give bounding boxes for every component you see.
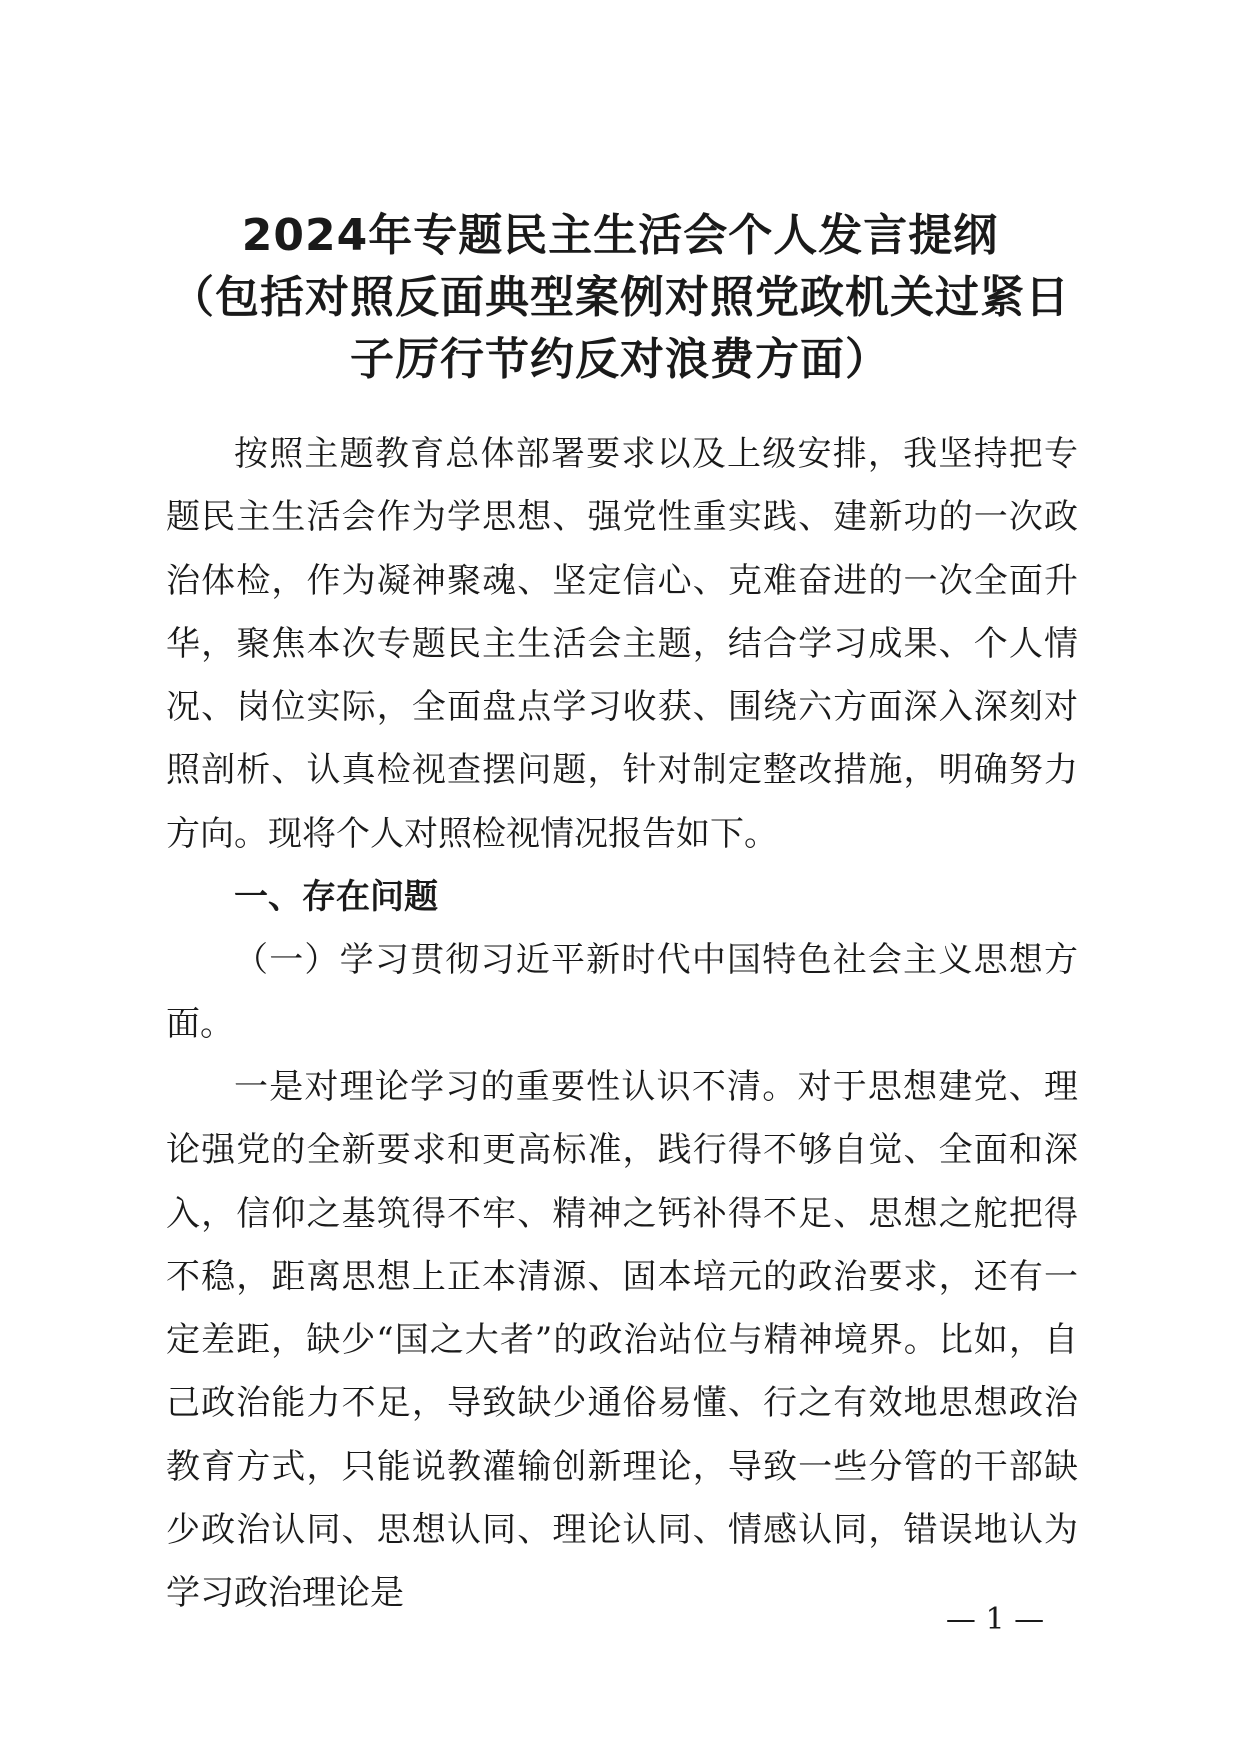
body-paragraph: 一是对理论学习的重要性认识不清。对于思想建党、理论强党的全新要求和更高标准，践行得不够自觉、全面和深入，信仰之基筑得不牢、精神之钙补得不足、思想之舵把得不稳，距离思想上正本清源、固本培元的政治要求，还有一定差距，缺少“国之大者”的政治站位与精神境界。比如，自己政治能力不足，导致缺少通俗易懂、行之有效地思想政治教育方式，只能说教灌输创新理论，导致一些分管的干部缺少政治认同、思想认同、理论认同、情感认同，错误地认为学习政治理论是	[166, 1066, 1078, 1614]
section-heading: 一、存在问题	[234, 877, 438, 918]
subsection-heading: （一）学习贯彻习近平新时代中国特色社会主义思想方面。	[166, 940, 1078, 1044]
title-line-3: 子厉行节约反对浪费方面）	[350, 334, 890, 385]
title-line-2: （包括对照反面典型案例对照党政机关过紧日	[170, 272, 1070, 323]
document-body	[166, 423, 1078, 1626]
title-line-1: 2024年专题民主生活会个人发言提纲	[241, 210, 999, 261]
intro-paragraph: 按照主题教育总体部署要求以及上级安排，我坚持把专题民主生活会作为学思想、强党性重实践、建新功的一次政治体检，作为凝神聚魂、坚定信心、克难奋进的一次全面升华，聚焦本次专题民主生活会主题，结合学习成果、个人情况、岗位实际，全面盘点学习收获、围绕六方面深入深刻对照剖析、认真检视查摆问题，针对制定整改措施，明确努力方向。现将个人对照检视情况报告如下。	[166, 434, 1078, 854]
document-title	[160, 205, 1080, 391]
page-number: — 1 —	[945, 1602, 1045, 1637]
